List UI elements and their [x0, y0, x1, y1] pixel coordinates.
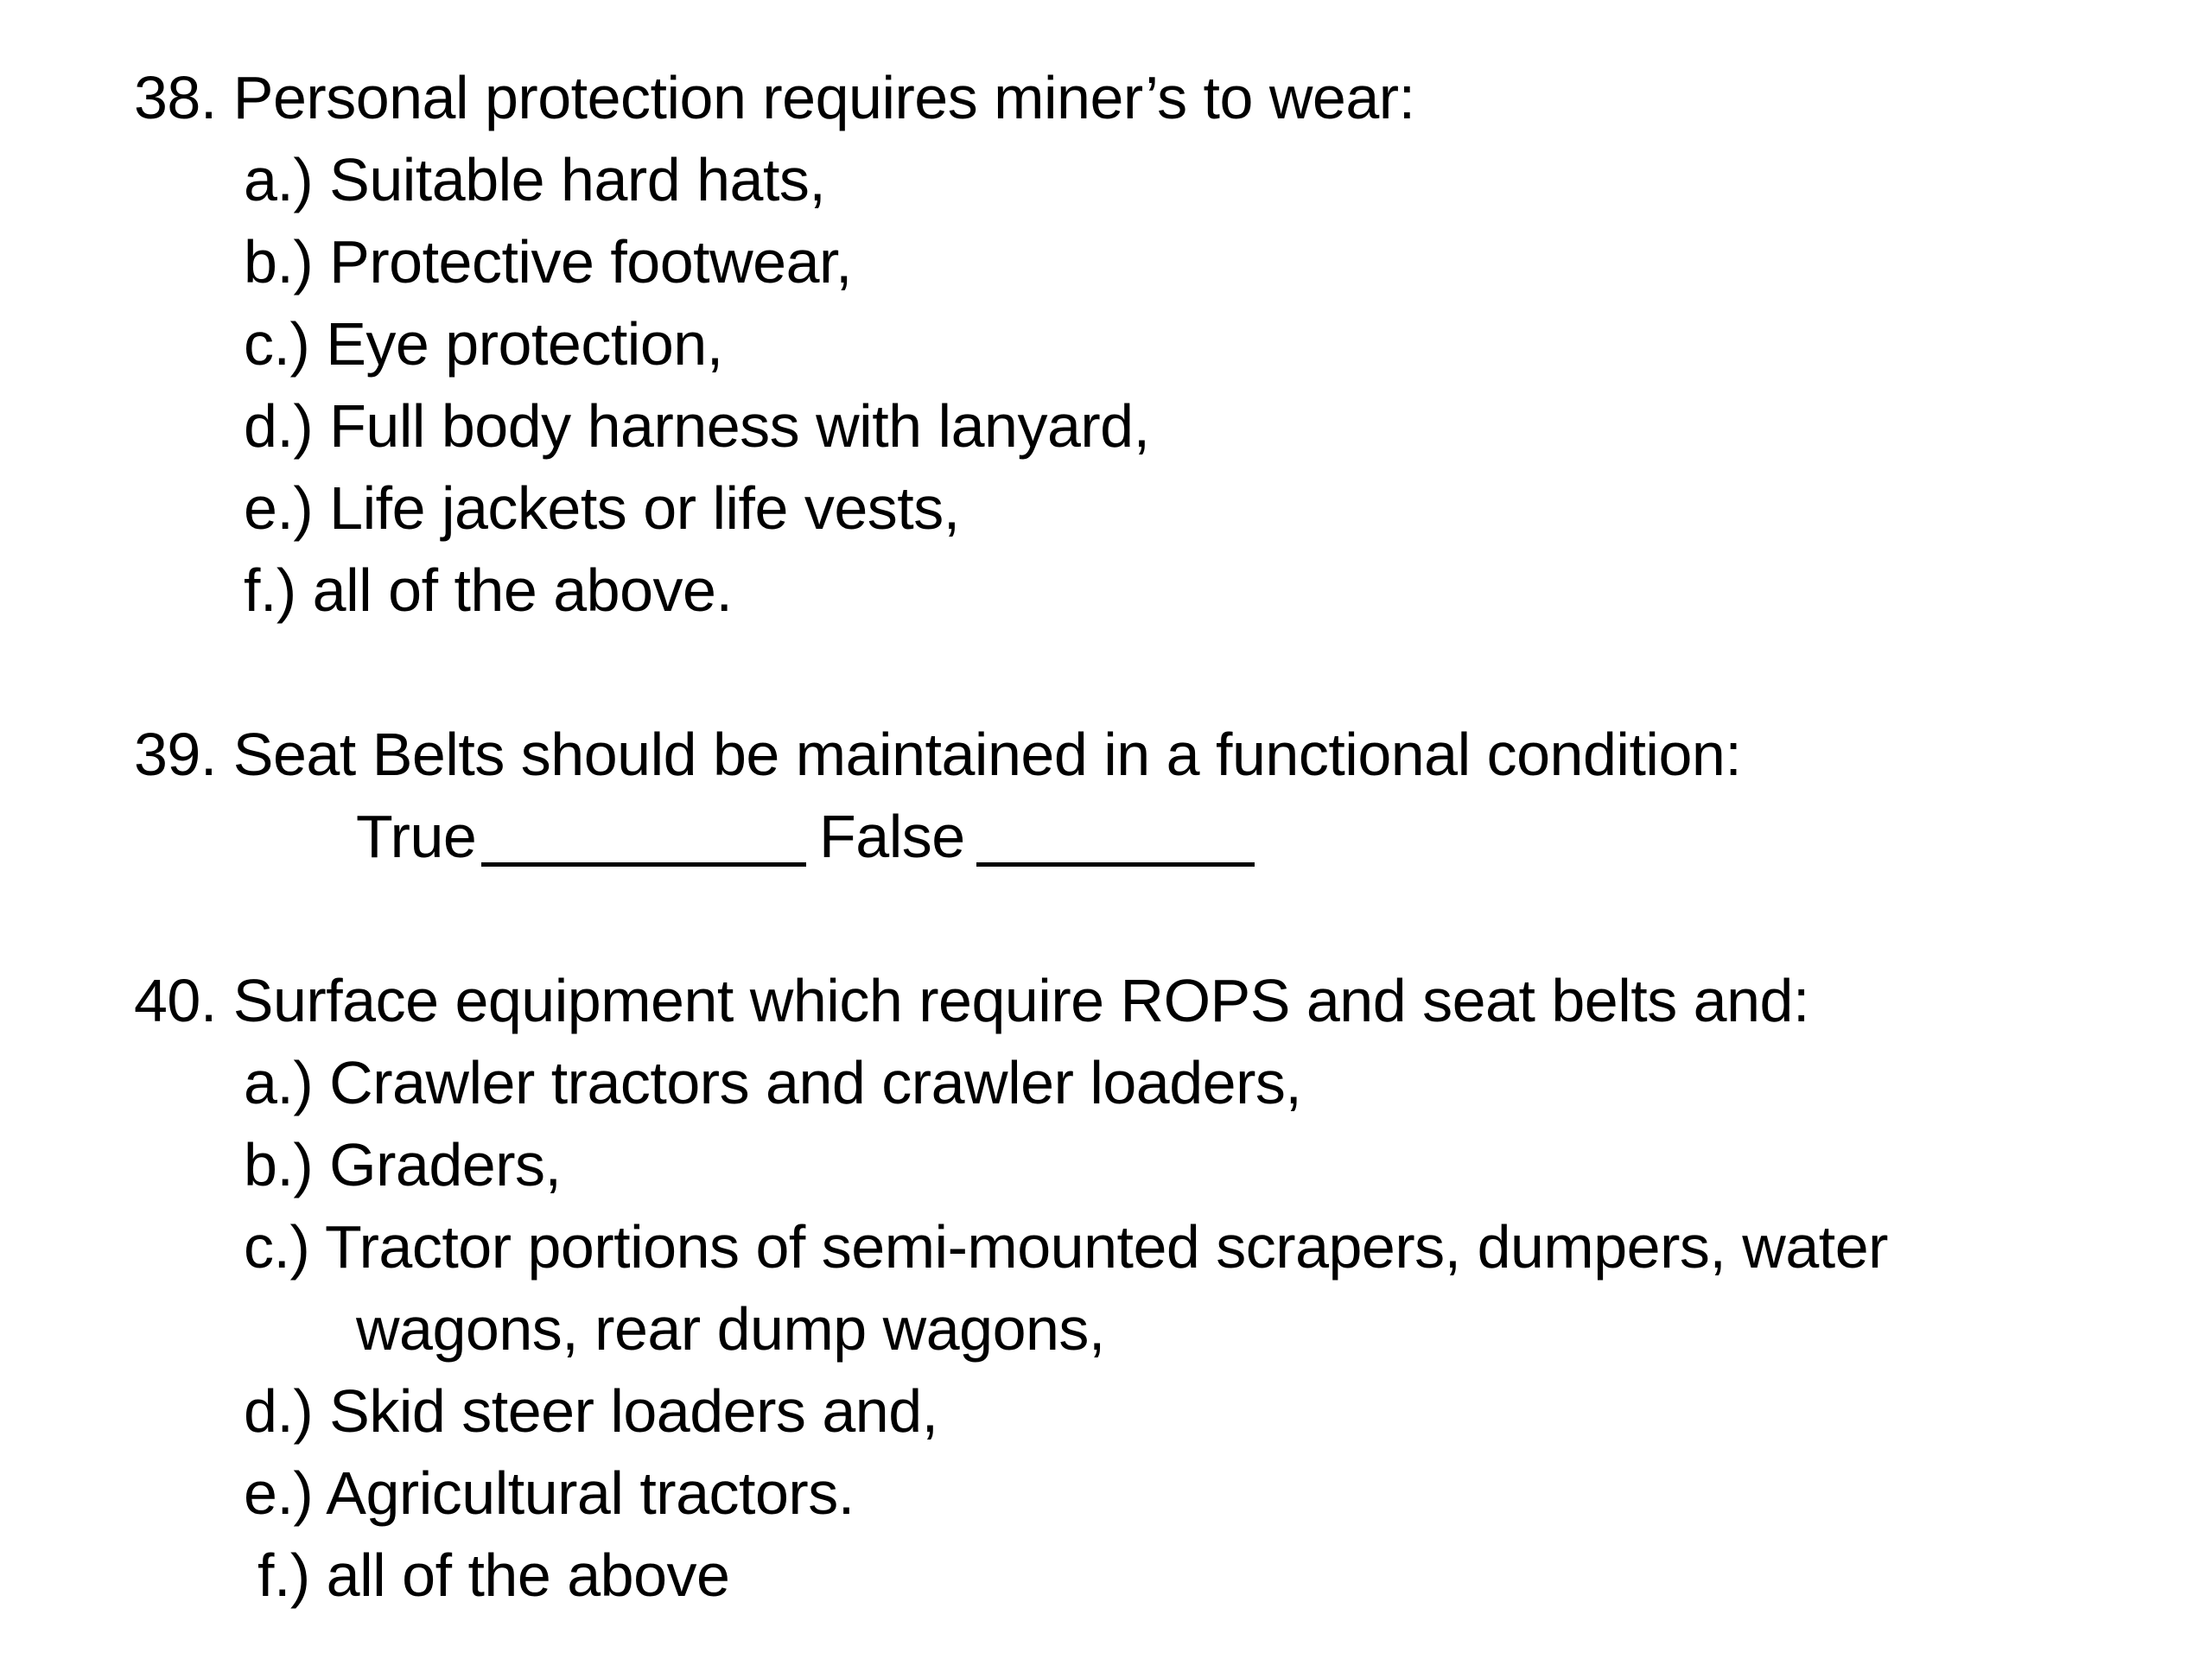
question-40-option-c: c.) Tractor portions of semi-mounted scrapers, dumpers, water [244, 1213, 1888, 1281]
question-40-prompt: 40. Surface equipment which require ROPS and seat belts and: [134, 967, 1809, 1034]
question-38-option-d: d.) Full body harness with lanyard, [244, 392, 1150, 460]
question-38-option-b: b.) Protective footwear, [244, 228, 852, 296]
question-38-option-e: e.) Life jackets or life vests, [244, 474, 960, 542]
true-answer-blank[interactable] [481, 862, 806, 867]
true-label: True [356, 803, 477, 870]
false-answer-blank[interactable] [976, 862, 1255, 867]
question-40-option-c-continued: wagons, rear dump wagons, [356, 1295, 1105, 1363]
question-38-prompt: 38. Personal protection requires miner’s to wear: [134, 64, 1415, 131]
question-39-prompt: 39. Seat Belts should be maintained in a functional condition: [134, 721, 1742, 788]
question-40-option-b: b.) Graders, [244, 1131, 562, 1198]
question-40-option-a: a.) Crawler tractors and crawler loaders, [244, 1049, 1302, 1116]
false-label: False [819, 803, 965, 870]
question-38-option-a: a.) Suitable hard hats, [244, 146, 826, 213]
question-38-option-f: f.) all of the above. [244, 556, 733, 624]
question-40-option-f: f.) all of the above [257, 1541, 730, 1609]
question-40-option-e: e.) Agricultural tractors. [244, 1459, 855, 1527]
question-38-option-c: c.) Eye protection, [244, 310, 723, 378]
question-40-option-d: d.) Skid steer loaders and, [244, 1377, 938, 1445]
